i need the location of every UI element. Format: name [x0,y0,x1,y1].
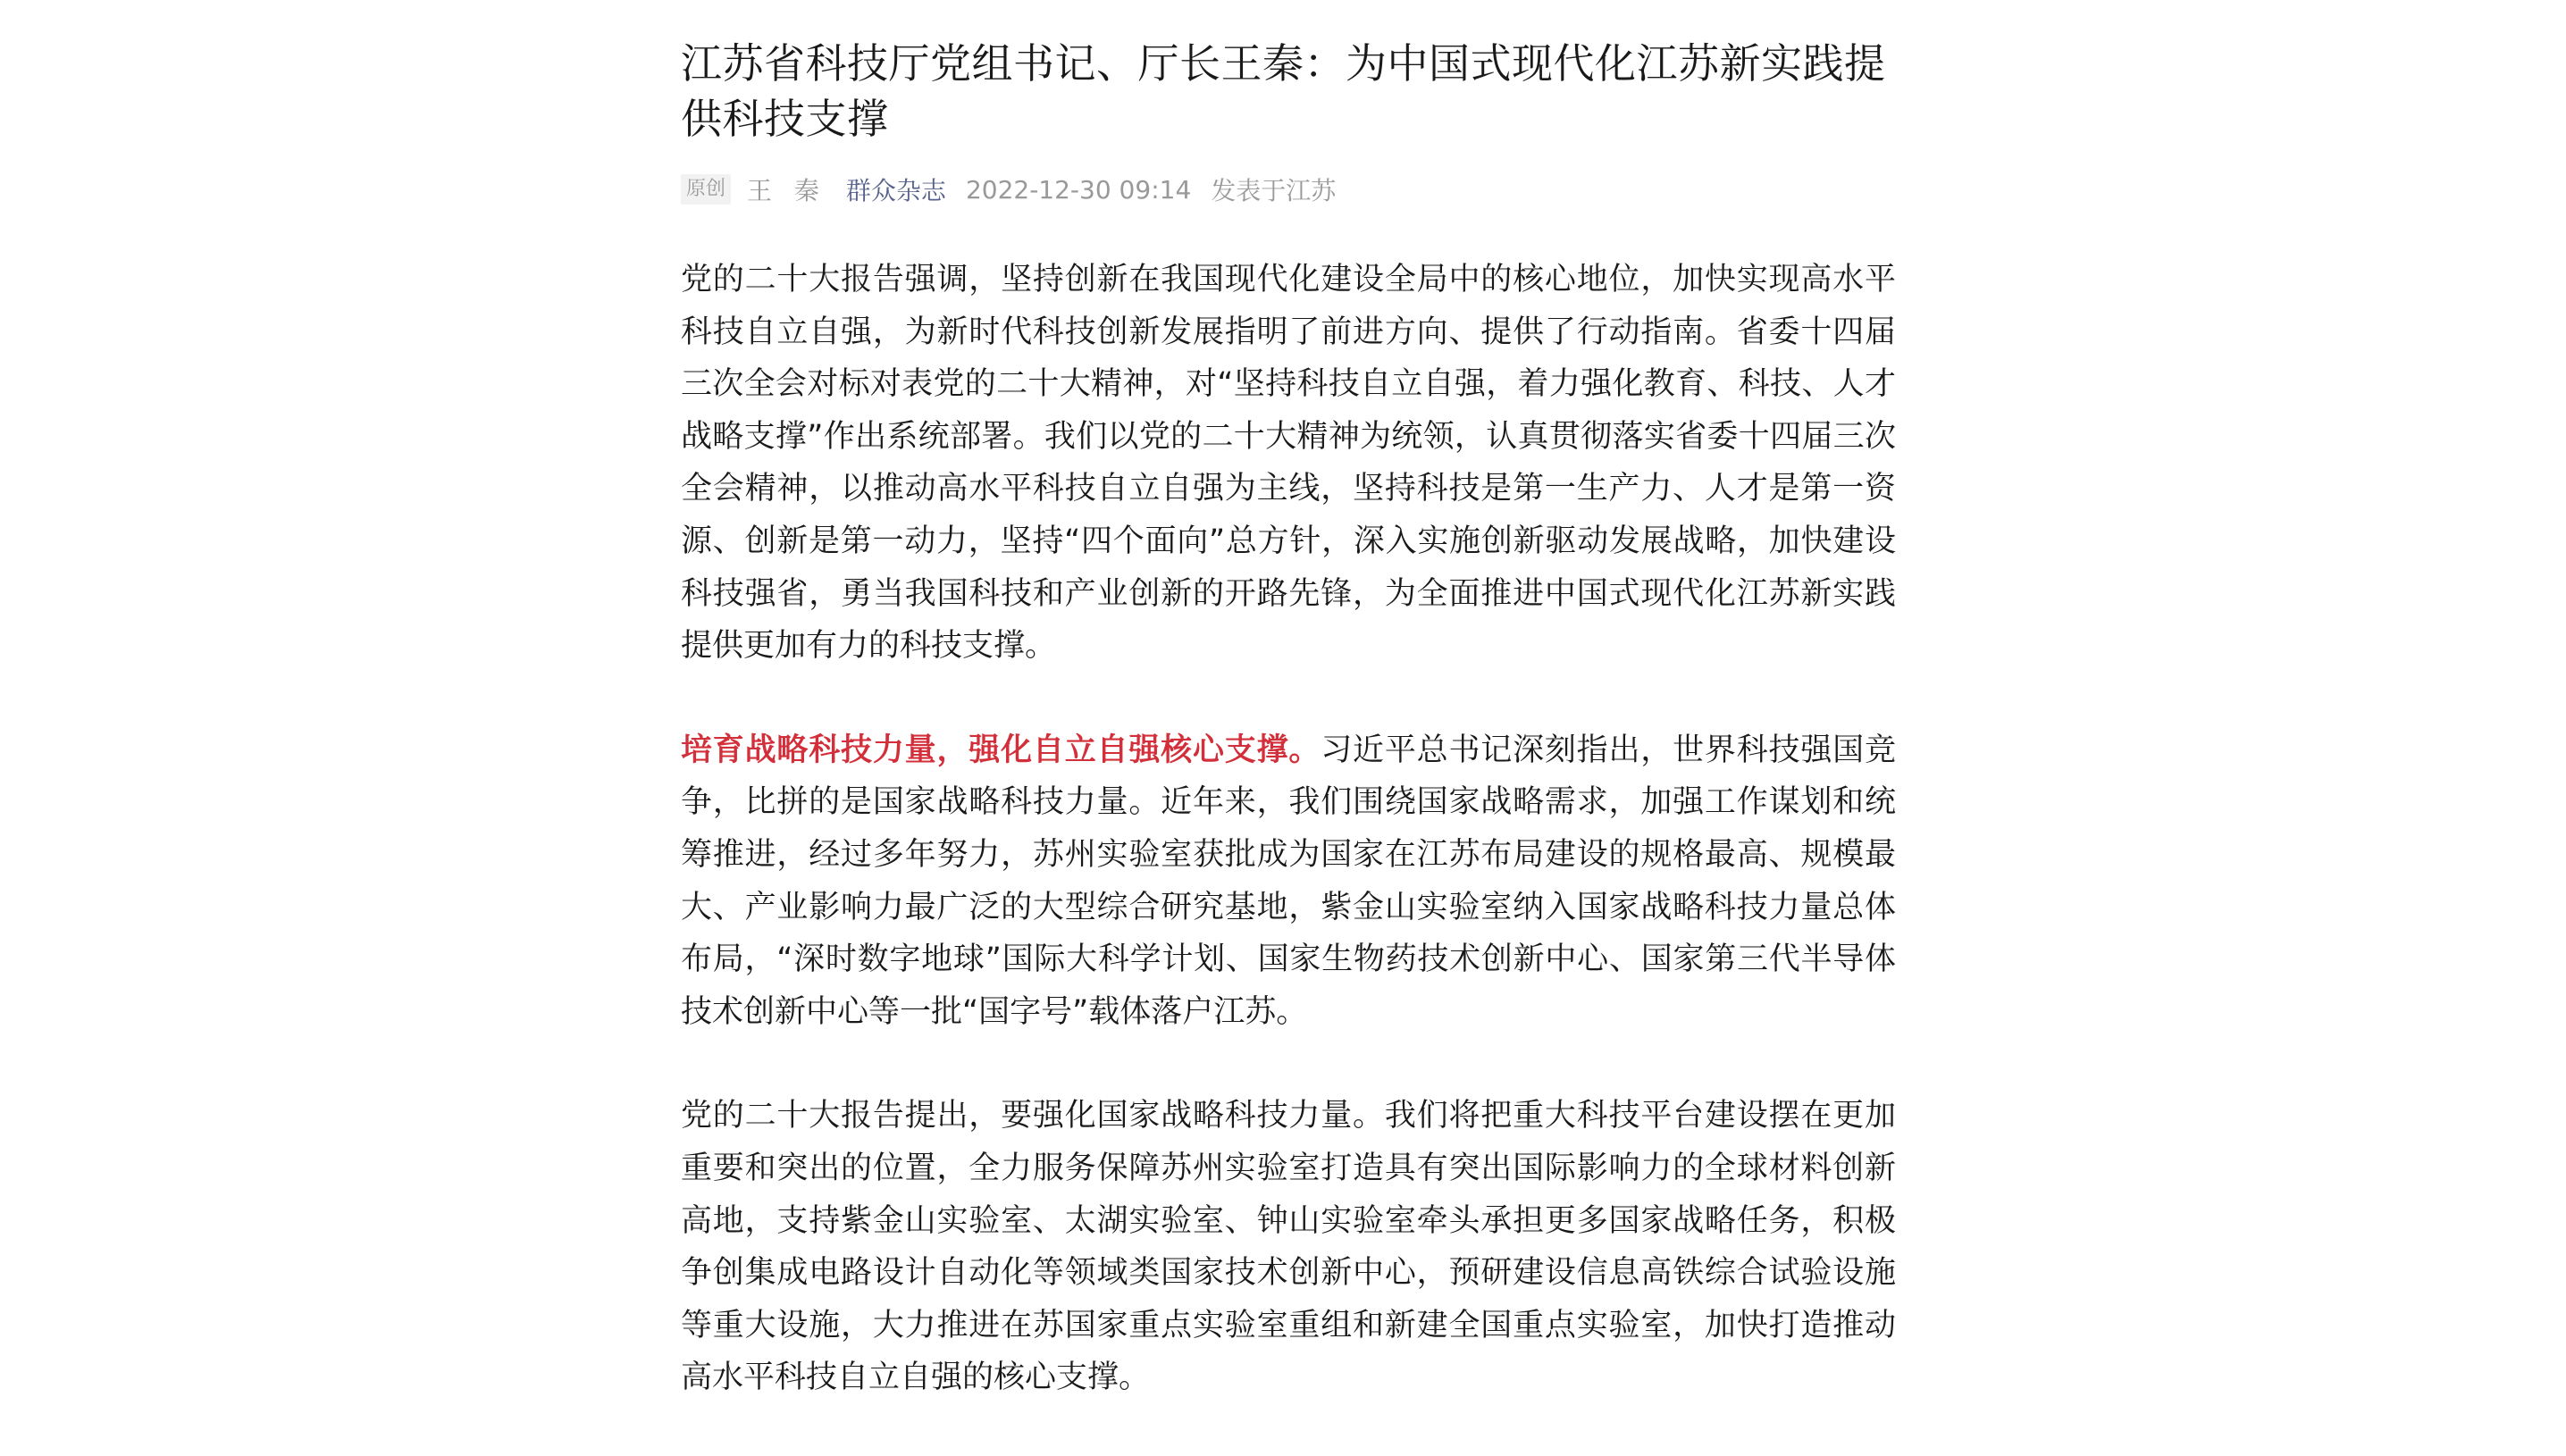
publish-date: 2022-12-30 09:14 [965,174,1192,205]
article-title: 江苏省科技厅党组书记、厅长王秦：为中国式现代化江苏新实践提供科技支撑 [681,39,1886,143]
paragraph [681,254,1896,673]
article-meta [681,172,1896,207]
article-body [681,254,1896,1404]
paragraph-lead-heading: 培育战略科技力量，强化自立自强核心支撑。 [681,732,1321,768]
paragraph-text: 习近平总书记深刻指出，世界科技强国竞争，比拼的是国家战略科技力量。近年来，我们围绕国家战略需求，加强工作谋划和统筹推进，经过多年努力，苏州实验室获批成为国家在江苏布局建设的规格最高、规模最大、产业影响力最广泛的大型综合研究基地，紫金山实验室纳入国家战略科技力量总体布局，“深时数字地球”国际大科学计划、国家生物药技术创新中心、国家第三代半导体技术创新中心等一批“国字号”载体落户江苏。 [681,732,1896,1030]
paragraph-text: 党的二十大报告强调，坚持创新在我国现代化建设全局中的核心地位，加快实现高水平科技自立自强，为新时代科技创新发展指明了前进方向、提供了行动指南。省委十四届三次全会对标对表党的二十大精神，对“坚持科技自立自强，着力强化教育、科技、人才战略支撑”作出系统部署。我们以党的二十大精神为统领，认真贯彻落实省委十四届三次全会精神，以推动高水平科技自立自强为主线，坚持科技是第一生产力、人才是第一资源、创新是第一动力，坚持“四个面向”总方针，深入实施创新驱动发展战略，加快建设科技强省，勇当我国科技和产业创新的开路先锋，为全面推进中国式现代化江苏新实践提供更加有力的科技支撑。 [681,262,1896,665]
paragraph [681,1090,1896,1404]
original-badge: 原创 [681,174,731,205]
paragraph-text: 党的二十大报告提出，要强化国家战略科技力量。我们将把重大科技平台建设摆在更加重要和突出的位置，全力服务保障苏州实验室打造具有突出国际影响力的全球材料创新高地，支持紫金山实验室、太湖实验室、钟山实验室牵头承担更多国家战略任务，积极争创集成电路设计自动化等领域类国家技术创新中心，预研建设信息高铁综合试验设施等重大设施，大力推进在苏国家重点实验室重组和新建全国重点实验室，加快打造推动高水平科技自立自强的核心支撑。 [681,1098,1896,1396]
publish-location: 发表于江苏 [1211,176,1337,205]
article [681,36,1896,1456]
author-name: 王 秦 [747,176,826,205]
paragraph [681,724,1896,1039]
source-link[interactable]: 群众杂志 [845,176,946,205]
